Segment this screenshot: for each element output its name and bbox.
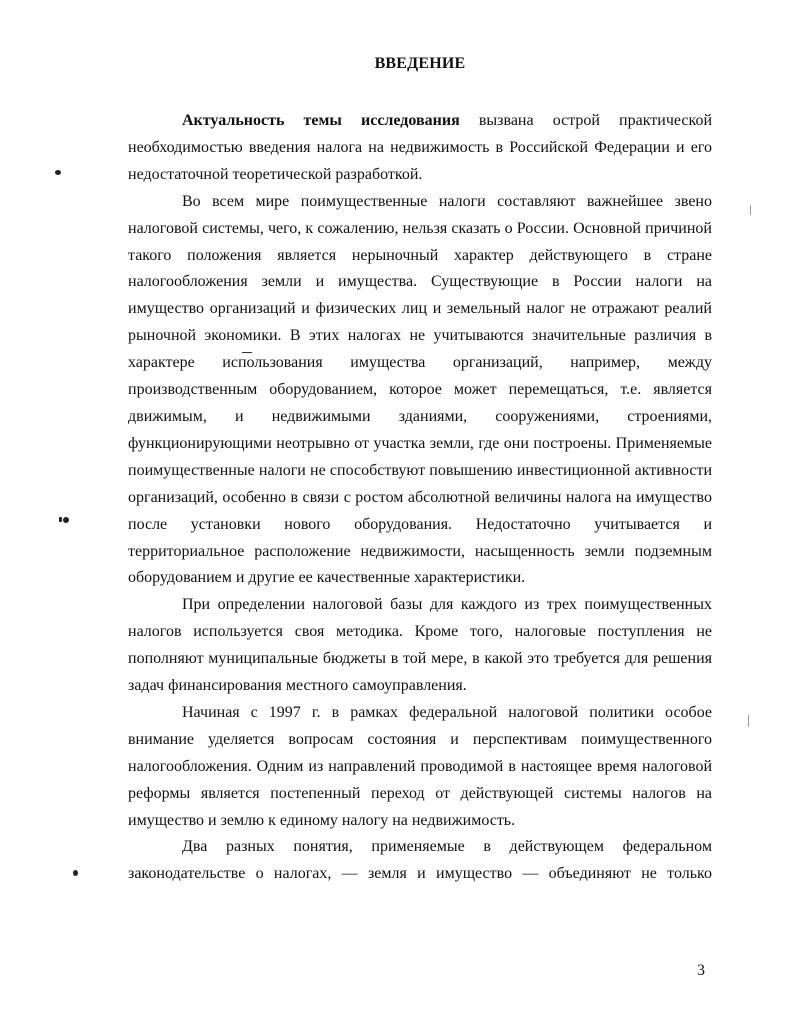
scan-speck: [59, 517, 62, 522]
section-heading: ВВЕДЕНИЕ: [374, 55, 466, 72]
paragraph-2: [128, 189, 712, 593]
body-text: [128, 108, 712, 888]
paragraph-text: При определении налоговой базы для каждого из трех поимущественных налогов используется своя методика. Кроме того, налоговые поступления не пополняют муниципальные бюджеты в той мере, в какой это требуется для решения задач финансирования местного самоуправления.: [128, 596, 712, 695]
paragraph-4: [128, 700, 712, 835]
scan-scratch: [242, 352, 252, 353]
paragraph-text: Начиная с 1997 г. в рамках федеральной налоговой политики особое внимание уделяется вопросам состояния и перспективам поимущественного налогообложения. Одним из направлений проводимой в настоящее время налоговой реформы является постепенный переход от действующей системы налогов на имущество и землю к единому налогу на недвижимость.: [128, 703, 712, 829]
scan-scratch: [750, 205, 751, 215]
paragraph-3: [128, 592, 712, 700]
paragraph-text: вызвана острой практической необходимостью введения налога на недвижимость в Российской Федерации и его недостаточной теоретической разработкой.: [128, 112, 713, 183]
paragraph-1: [128, 108, 712, 189]
page-number: 3: [697, 962, 705, 979]
paragraph-5: [128, 834, 712, 888]
paragraph-text: Два разных понятия, применяемые в действующем федеральном законодательстве о налогах, — земля и имущество — объединяют не только: [128, 838, 712, 883]
scan-speck: [55, 170, 61, 175]
paragraph-text: Во всем мире поимущественные налоги составляют важнейшее звено налоговой системы, чего, к сожалению, нельзя сказать о России. Основной причиной такого положения является нерыночный характер действующего в стране налогообложения земли и имущества. Существующие в России налоги на имущество организаций и физических лиц и земельный налог не отражают реалий рыночной экономики. В этих налогах не учитываются значительные различия в характере использования имущества организаций, например, между производственным оборудованием, которое может перемещаться, т.е. является движимым, и недвижимыми зданиями, сооружениями, строениями, функционирующими неотрывно от участка земли, где они построены. Применяемые поимущественные налоги не способствуют повышению инвестиционной активности организаций, особенно в связи с ростом абсолютной величины налога на имущество после установки нового оборудования. Недостаточно учитывается и территориальное расположение недвижимости, насыщенность земли подземным оборудованием и другие ее качественные характеристики.: [128, 192, 712, 587]
scan-scratch: [748, 715, 749, 727]
paragraph-lead: Актуальность темы исследования: [182, 112, 460, 129]
scan-speck: [73, 870, 78, 876]
scan-speck: [63, 517, 69, 523]
